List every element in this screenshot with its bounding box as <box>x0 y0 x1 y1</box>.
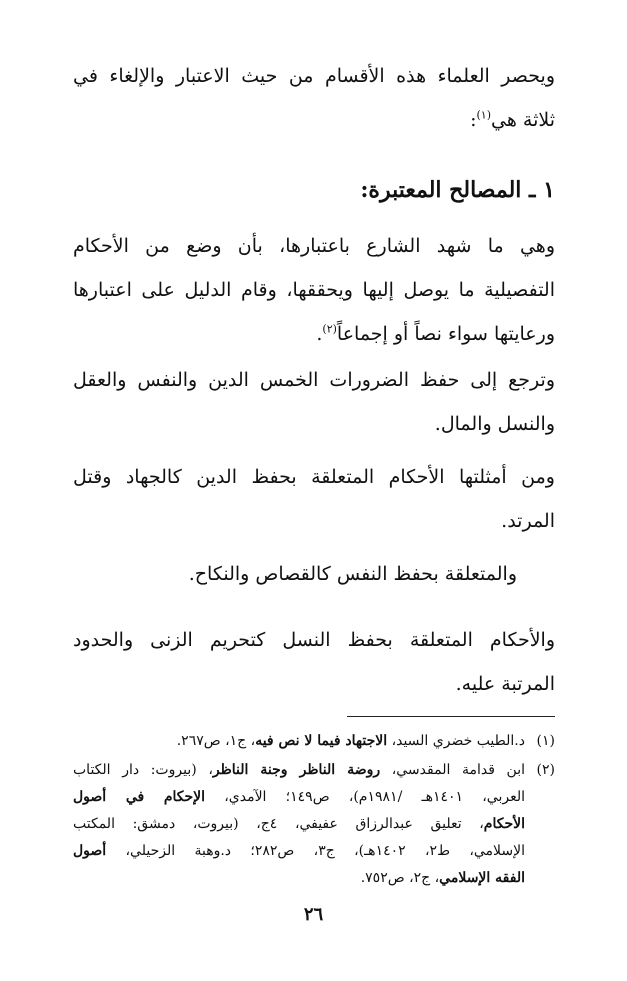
book-title: الإحكام في أصول <box>73 789 206 805</box>
text-segment: الإسلامي، ط٢، ١٤٠٢هـ)، ج٣، ص٢٨٢؛ د.وهبة الزحيلي، <box>106 843 526 859</box>
paragraph-definition <box>73 224 555 356</box>
footnote-line <box>73 865 525 892</box>
text-line: والمتعلقة بحفظ النفس كالقصاص والنكاح. <box>188 563 517 585</box>
footnote-number: (١) <box>536 733 555 749</box>
footnote-line <box>73 838 525 865</box>
text-line: والأحكام المتعلقة بحفظ النسل كتحريم الزنى والحدود <box>73 629 555 651</box>
page-number: ٢٦ <box>303 904 324 925</box>
text-segment: د.الطيب خضري السيد، <box>387 733 525 749</box>
footnote-number: (٢) <box>536 762 555 778</box>
text-line <box>73 98 555 142</box>
text-line: المرتد. <box>501 510 555 532</box>
text-segment: العربي، ١٤٠١هـ /١٩٨١م)، ص١٤٩؛ الآمدي، <box>205 789 525 805</box>
text-line <box>73 312 555 356</box>
book-title: أصول <box>73 843 107 859</box>
footnote-ref: (٢) <box>322 322 337 336</box>
text-segment: ، تعليق عبدالرزاق عفيفي، ٤ج، (بيروت، دمشق: المكتب <box>73 816 484 832</box>
text-line: ويحصر العلماء هذه الأقسام من حيث الاعتبار والإلغاء في <box>73 65 555 87</box>
text-segment: ، ج١، ص٢٦٧. <box>176 733 256 749</box>
text-segment: . <box>316 323 323 345</box>
footnote-line <box>73 811 525 838</box>
text-segment: : <box>470 109 477 131</box>
footnote-line <box>73 757 525 784</box>
footnote-line <box>73 784 525 811</box>
section-heading: ١ ـ المصالح المعتبرة: <box>360 177 555 203</box>
paragraph-life <box>73 552 555 596</box>
text-line: وهي ما شهد الشارع باعتبارها، بأن وضع من الأحكام <box>73 235 555 257</box>
paragraph-lineage <box>73 618 555 706</box>
footnote-line <box>73 728 525 755</box>
footnote-2 <box>73 757 555 892</box>
footnote-ref: (١) <box>476 108 491 122</box>
book-title: روضة الناظر وجنة الناظر <box>212 762 381 778</box>
footnote-1 <box>73 728 555 755</box>
paragraph-examples <box>73 455 555 543</box>
text-segment: ، (بيروت: دار الكتاب <box>73 762 213 778</box>
text-line: وترجع إلى حفظ الضرورات الخمس الدين والنفس والعقل <box>73 369 555 391</box>
paragraph-necessities <box>73 358 555 446</box>
text-segment: ابن قدامة المقدسي، <box>380 762 525 778</box>
text-line: ومن أمثلتها الأحكام المتعلقة بحفظ الدين كالجهاد وقتل <box>73 466 555 488</box>
book-title: الاجتهاد فيما لا نص فيه <box>255 733 388 749</box>
intro-paragraph <box>73 54 555 142</box>
text-segment: ثلاثة هي <box>491 109 555 131</box>
text-segment: ورعايتها سواء نصاً أو إجماعاً <box>336 323 555 345</box>
book-title: الأحكام <box>483 816 525 832</box>
text-line: التفصيلية ما يوصل إليها ويحققها، وقام الدليل على اعتبارها <box>73 279 555 301</box>
text-segment: ، ج٢، ص٧٥٢. <box>360 870 440 886</box>
text-line: والنسل والمال. <box>434 413 555 435</box>
text-line: المرتبة عليه. <box>455 673 555 695</box>
book-title: الفقه الإسلامي <box>439 870 525 886</box>
footnote-separator <box>347 716 555 717</box>
